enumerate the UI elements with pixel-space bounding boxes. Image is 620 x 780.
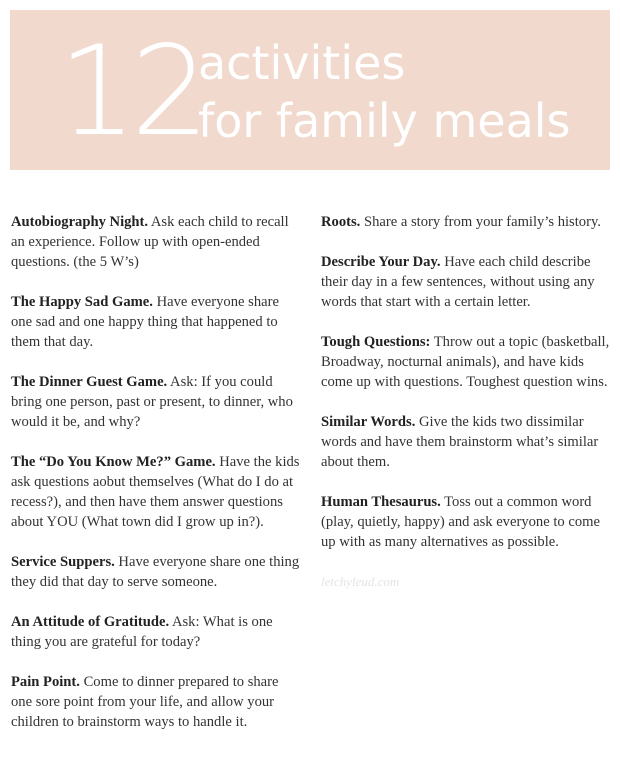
activity-item <box>11 212 301 272</box>
activity-name: An Attitude of Gratitude. <box>11 614 170 630</box>
activity-item <box>321 492 611 552</box>
header-number: 12 <box>58 20 204 164</box>
activity-item <box>11 612 301 652</box>
activity-item <box>11 552 301 592</box>
activity-text: Have everyone share one thing they did that day to serve someone. <box>11 554 300 590</box>
activity-item <box>321 252 611 312</box>
activity-text: Ask each child to recall an experience. Follow up with open-ended questions. (the 5 W’s) <box>11 214 289 270</box>
activity-text: Share a story from your family’s history. <box>360 214 601 230</box>
activity-item <box>11 292 301 352</box>
activity-text: Ask: What is one thing you are grateful for today? <box>11 614 273 650</box>
header-title-line1: activities <box>198 36 406 90</box>
left-column <box>11 212 301 752</box>
activity-item <box>321 212 611 232</box>
header-banner <box>10 10 610 170</box>
activity-name: The “Do You Know Me?” Game. <box>11 454 216 470</box>
activity-text: Toss out a common word (play, quietly, happy) and ask everyone to come up with as many alternatives as possible. <box>321 494 600 550</box>
activity-name: Human Thesaurus. <box>321 494 441 510</box>
activity-text: Have the kids ask questions aobut themselves (What do I do at recess?), and then have them answer questions about YOU (What town did I grow up in?). <box>11 454 300 530</box>
activity-item <box>321 412 611 472</box>
activity-name: The Happy Sad Game. <box>11 294 153 310</box>
activity-text: Ask: If you could bring one person, past or present, to dinner, who would it be, and why? <box>11 374 293 430</box>
header-title-line2: for family meals <box>198 94 571 148</box>
activity-name: Autobiography Night. <box>11 214 149 230</box>
activity-item <box>11 452 301 532</box>
activity-name: Roots. <box>321 214 361 230</box>
activity-text: Throw out a topic (basketball, Broadway, nocturnal animals), and have kids come up with questions. Toughest question wins. <box>321 334 610 390</box>
activity-text: Have everyone share one sad and one happy thing that happened to them that day. <box>11 294 279 350</box>
activity-name: The Dinner Guest Game. <box>11 374 168 390</box>
activity-name: Describe Your Day. <box>321 254 441 270</box>
activity-item <box>321 332 611 392</box>
activity-name: Pain Point. <box>11 674 80 690</box>
activity-text: Give the kids two dissimilar words and have them brainstorm what’s similar about them. <box>321 414 599 470</box>
activity-text: Come to dinner prepared to share one sore point from your life, and allow your children to brainstorm ways to handle it. <box>11 674 279 730</box>
activity-name: Tough Questions: <box>321 334 431 350</box>
activity-name: Similar Words. <box>321 414 416 430</box>
activity-item <box>11 672 301 732</box>
right-column <box>321 212 611 592</box>
activity-text: Have each child describe their day in a few sentences, without using any words that start with a certain letter. <box>321 254 595 310</box>
watermark: letchyleud.com <box>321 574 400 589</box>
activity-name: Service Suppers. <box>11 554 115 570</box>
activity-item <box>11 372 301 432</box>
